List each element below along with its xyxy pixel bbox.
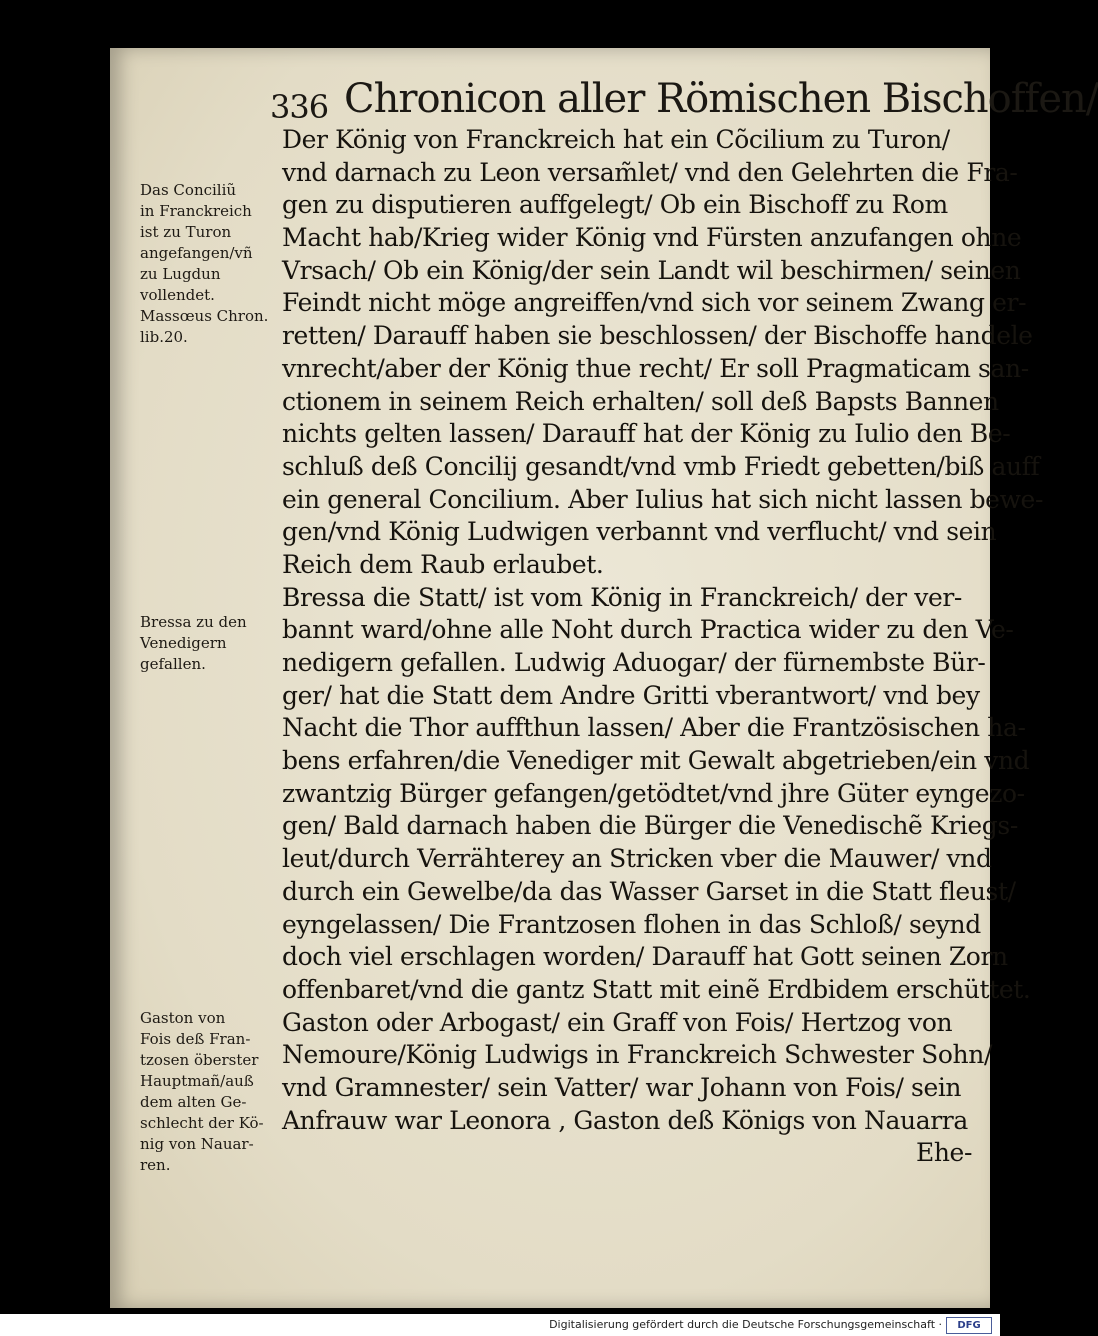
- margin-note-line: in Franckreich: [140, 202, 252, 220]
- text-line: bannt ward/ohne alle Noht durch Practica wider zu den Ve-: [282, 615, 1014, 645]
- margin-note-line: angefangen/vñ: [140, 244, 253, 262]
- margin-note-line: vollendet.: [140, 286, 215, 304]
- margin-note-bressa: [140, 612, 280, 675]
- text-line: ger/ hat die Statt dem Andre Gritti vberantwort/ vnd bey: [282, 680, 980, 710]
- text-line: Nacht die Thor auffthun lassen/ Aber die Frantzösischen ha-: [282, 713, 1026, 743]
- margin-note-line: ren.: [140, 1156, 171, 1174]
- margin-note-line: Hauptmañ/auß: [140, 1072, 254, 1090]
- funding-notice: Digitalisierung gefördert durch die Deutsche Forschungsgemeinschaft ·: [549, 1318, 942, 1331]
- text-line: zwantzig Bürger gefangen/getödtet/vnd jhre Güter eyngezo-: [282, 778, 1025, 808]
- dfg-logo-icon[interactable]: DFG: [946, 1317, 992, 1334]
- text-line: Gaston oder Arbogast/ ein Graff von Fois/ Hertzog von: [282, 1007, 953, 1037]
- text-line: Reich dem Raub erlaubet.: [282, 549, 604, 579]
- margin-note-line: Fois deß Fran-: [140, 1030, 251, 1048]
- text-line: leut/durch Verrähterey an Stricken vber die Mauwer/ vnd: [282, 844, 992, 874]
- running-title: Chronicon aller Römischen Bischoffen/: [344, 76, 1098, 122]
- margin-note-line: Bressa zu den: [140, 613, 247, 631]
- text-line: Anfrauw war Leonora , Gaston deß Königs von Nauarra: [282, 1105, 968, 1135]
- page-number: 336: [270, 88, 329, 126]
- text-line: ctionem in seinem Reich erhalten/ soll deß Bapsts Bannen: [282, 386, 999, 416]
- text-line: durch ein Gewelbe/da das Wasser Garset in die Statt fleust/: [282, 876, 1016, 906]
- text-line: gen zu disputieren auffgelegt/ Ob ein Bischoff zu Rom: [282, 190, 948, 220]
- text-line: Feindt nicht möge angreiffen/vnd sich vor seinem Zwang er-: [282, 288, 1027, 318]
- text-line: Vrsach/ Ob ein König/der sein Landt wil beschirmen/ seinen: [282, 255, 1021, 285]
- margin-note-line: Venedigern: [140, 634, 227, 652]
- scanned-page: [110, 48, 1098, 1308]
- text-line: retten/ Darauff haben sie beschlossen/ der Bischoffe handele: [282, 321, 1033, 351]
- margin-note-concilium: [140, 180, 280, 348]
- margin-note-line: schlecht der Kö-: [140, 1114, 264, 1132]
- text-line: gen/ Bald darnach haben die Bürger die Venedischẽ Kriegs-: [282, 811, 1018, 841]
- margin-note-gaston: [140, 1008, 280, 1176]
- margin-notes: [140, 128, 280, 1268]
- text-line: doch viel erschlagen worden/ Darauff hat Gott seinen Zorn: [282, 942, 1008, 972]
- margin-note-line: gefallen.: [140, 655, 206, 673]
- text-line: Der König von Franckreich hat ein Cõcilium zu Turon/: [282, 125, 950, 154]
- text-line: vnrecht/aber der König thue recht/ Er soll Pragmaticam san-: [282, 353, 1029, 383]
- margin-note-line: lib.20.: [140, 328, 188, 346]
- footer-bar: [0, 1314, 1000, 1336]
- body-text: [282, 124, 1044, 1170]
- margin-note-line: ist zu Turon: [140, 223, 232, 241]
- text-line: schluß deß Concilij gesandt/vnd vmb Friedt gebetten/biß auff: [282, 451, 1040, 481]
- text-line: Macht hab/Krieg wider König vnd Fürsten anzufangen ohne: [282, 223, 1022, 253]
- margin-note-line: zu Lugdun: [140, 265, 221, 283]
- text-line: nichts gelten lassen/ Darauff hat der König zu Iulio den Be-: [282, 419, 1011, 449]
- text-line: ein general Concilium. Aber Iulius hat sich nicht lassen bewe-: [282, 484, 1044, 514]
- catchword: Ehe-: [916, 1138, 972, 1168]
- text-line: eyngelassen/ Die Frantzosen flohen in das Schloß/ seynd: [282, 909, 981, 939]
- text-line: nedigern gefallen. Ludwig Aduogar/ der fürnembste Bür-: [282, 648, 986, 677]
- margin-note-line: tzosen öberster: [140, 1051, 259, 1069]
- text-line: gen/vnd König Ludwigen verbannt vnd verflucht/ vnd sein: [282, 517, 997, 547]
- margin-note-line: Gaston von: [140, 1009, 226, 1027]
- text-line: Bressa die Statt/ ist vom König in Franckreich/ der ver-: [282, 582, 962, 612]
- margin-note-line: Das Conciliũ: [140, 181, 237, 199]
- text-line: bens erfahren/die Venediger mit Gewalt abgetrieben/ein vnd: [282, 746, 1030, 776]
- text-line: Nemoure/König Ludwigs in Franckreich Schwester Sohn/: [282, 1040, 992, 1070]
- margin-note-line: Massœus Chron.: [140, 307, 269, 325]
- text-line: vnd darnach zu Leon versam̃let/ vnd den Gelehrten die Fra-: [282, 157, 1018, 187]
- margin-note-line: dem alten Ge-: [140, 1093, 247, 1111]
- text-line: offenbaret/vnd die gantz Statt mit einẽ Erdbidem erschüttet.: [282, 974, 1031, 1004]
- margin-note-line: nig von Nauar-: [140, 1135, 254, 1153]
- text-line: vnd Gramnester/ sein Vatter/ war Johann von Fois/ sein: [282, 1072, 962, 1102]
